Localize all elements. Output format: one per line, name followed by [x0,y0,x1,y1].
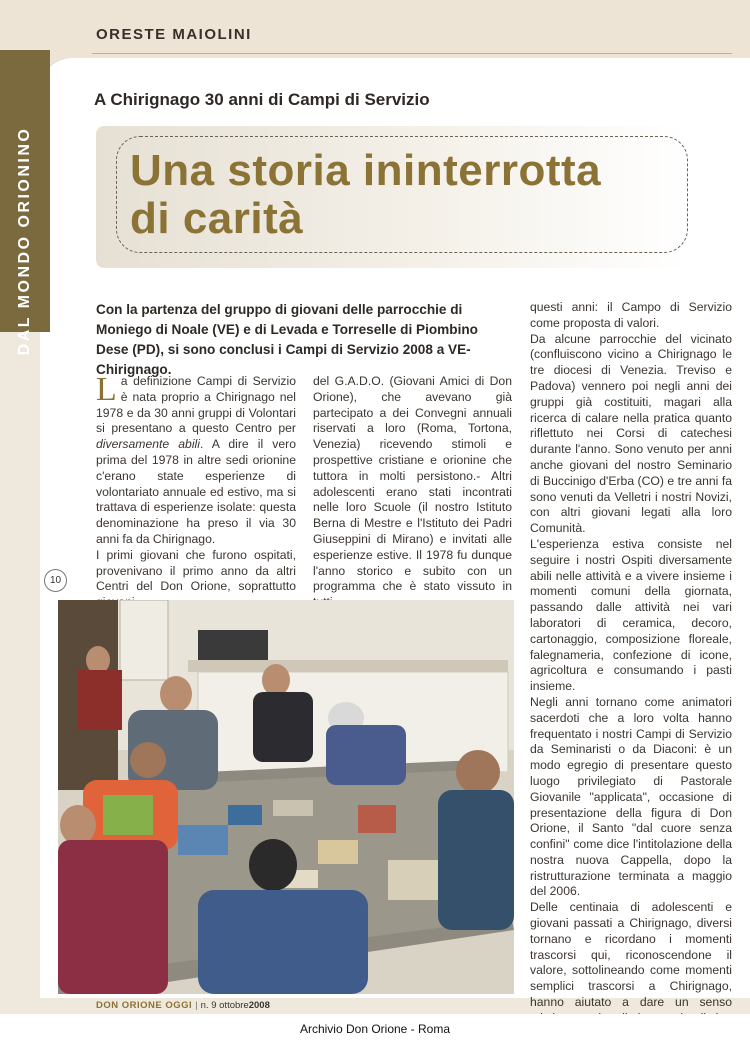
article-lead: Con la partenza del gruppo di giovani delle parrocchie di Moniego di Noale (VE) e di Levada e Torreselle di Piombino Dese (PD), si sono conclusi i Campi di Servizio 2008 a VE-Chirignago. [96,302,478,377]
text-column-2 [313,374,512,611]
section-tab [0,50,50,356]
article-photo [58,600,514,994]
left-margin [0,330,40,1043]
paragraph: Delle centinaia di adolescenti e giovani passati a Chirignago, diversi tornano e ricordano i momenti trascorsi qui, riconoscendone il valore, sottolineando come momenti semplici trascorsi a Chirignago, hanno aiutato a dare un senso [530,900,732,1010]
issue-year: 2008 [248,1000,270,1011]
paragraph: del G.A.D.O. (Giovani Amici di Don Orione), che avevano già partecipato a dei Convegni annuali riservati a loro (Roma, Tortona, Venezia) ricevendo stimoli e prospettive cristiane e orionine che tuttora in molti persistono.- Altri adolescenti erano stati incontrati nelle loro Scuole (il nostro Istituto Berna di Mestre e l'Istituto dei Padri Giuseppini di Mirano) e invitati alle esperienze estive. Il 1978 fu dunque l'anno storico e subito con un programma che è stato vissuto in [313,374,512,594]
page-footer [96,1000,270,1011]
issue-info: n. 9 ottobre [200,1000,249,1011]
section-label: DAL MONDO ORIONINO [16,126,33,356]
paragraph: Da alcune parrocchie del vicinato (confluiscono vicino a Chirignago le tre diocesi di Venezia. Treviso e Padova) vennero poi negli anni dei gruppi già costituiti, magari alla ricerca di calare nella pratica quanto riflettuto nei Corsi di catechesi durante l'anno. Sono venuto per anni anche giovani del nostro Seminario di Buccinigo d'Erba (CO) e tre anni fa sono venuti da Velletri i nostri Novizi, con altri giovani legati alla loro Comunità. [530,331,732,536]
text-column-1 [96,371,296,611]
header-rule [92,53,732,54]
magazine-name: DON ORIONE OGGI [96,1000,193,1011]
emphasis-text: diversamente abili [96,437,200,452]
footer-separator: | [195,1000,198,1011]
text-column-3 [530,300,732,1027]
workshop-photo-illustration [58,600,514,994]
paragraph [96,371,296,548]
author-name: ORESTE MAIOLINI [96,26,252,43]
paragraph-text: a definizione Campi di Servizio è nata proprio a Chirignago nel 1978 e da 30 anni gruppi di Volontari si presentano a questo Centro per [96,374,296,436]
paragraph: L'esperienza estiva consiste nel seguire i nostri Ospiti diversamente abili nelle attività e a vivere insieme i momenti comuni della giornata, passando dalle attività nei vari laboratori di ceramica, decoro, cartonaggio, composizione floreale, falegnameria, confezione di icone, agricoltura e consumando i pasti insieme. [530,536,732,694]
page-number: 10 [44,569,67,592]
article-kicker: A Chirignago 30 anni di Campi di Servizio [94,90,430,109]
archive-caption: Archivio Don Orione - Roma [299,1022,451,1036]
drop-cap: L [96,371,117,408]
paragraph: I primi giovani che furono ospitati, provenivano il primo anno da altri Centri del Don Orione, soprattutto [96,547,296,594]
article-title-line-2: di carità [130,194,304,243]
paragraph: Negli anni tornano come animatori sacerdoti che a loro volta hanno frequentato i nostri Campi di Servizio da Seminaristi o da Diaconi: è un modo egregio di presentare questo luogo privilegiato di Pastorale Giovanile "applicata", occasione di presentazione della figura di Don Orione, il Santo "dal cuore senza confini" come dice l'intitolazione della nostra nuova Cappella, dopo la ristrutturazione terminata a maggio del 2006. [530,694,732,899]
paragraph-text: . A dire il vero prima del 1978 in altre sedi orionine c'erano state esperienze di volontariato annuale ed estivo, ma si trattava di esperienze isolate: questa denominazione ha preso il via 30 anni fa da Chirignago. [96,437,296,546]
paragraph: questi anni: il Campo di Servizio come proposta di valori. [530,300,732,330]
article-title-line-1: Una storia ininterrotta [130,146,602,195]
